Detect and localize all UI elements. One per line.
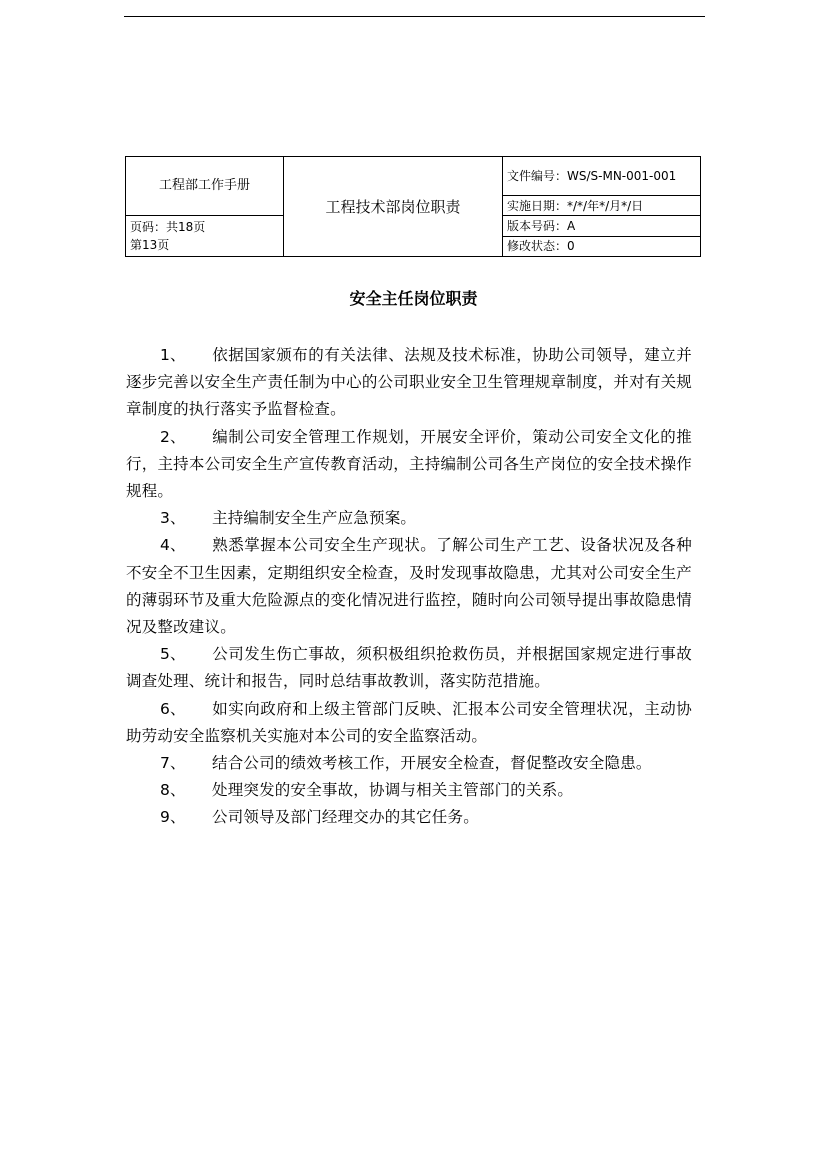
duty-number: 2、 — [160, 427, 186, 446]
section-title-cell — [284, 157, 503, 257]
duty-item-3 — [126, 505, 692, 532]
manual-name: 工程部工作手册 — [158, 178, 250, 193]
duty-text: 依据国家颁布的有关法律、法规及技术标准，协助公司领导，建立并逐步完善以安全生产责任制为中心的公司职业安全卫生管理规章制度，并对有关规章制度的执行落实予监督检查。 — [126, 346, 692, 419]
duty-item-6 — [126, 696, 692, 750]
section-title: 工程技术部岗位职责 — [325, 197, 461, 216]
manual-name-cell — [126, 157, 284, 216]
duty-item-5 — [126, 641, 692, 695]
duty-item-1 — [126, 342, 692, 424]
duty-item-4 — [126, 532, 692, 641]
duty-text: 主持编制安全生产应急预案。 — [212, 509, 417, 528]
page-info-total: 页码：共18页 — [130, 220, 206, 234]
effective-date-cell — [503, 196, 701, 216]
duty-item-9 — [126, 804, 692, 831]
duty-text: 处理突发的安全事故，协调与相关主管部门的关系。 — [212, 781, 574, 800]
duty-number: 4、 — [160, 536, 186, 555]
page-info-current: 第13页 — [130, 238, 170, 252]
effective-date: 实施日期：*/*/年*/月*/日 — [507, 198, 644, 213]
duty-item-8 — [126, 777, 692, 804]
duty-text: 公司发生伤亡事故，须积极组织抢救伤员，并根据国家规定进行事故调查处理、统计和报告，同时总结事故教训，落实防范措施。 — [126, 645, 692, 691]
version-cell — [503, 216, 701, 237]
duty-text: 如实向政府和上级主管部门反映、汇报本公司安全管理状况，主动协助劳动安全监察机关实施对本公司的安全监察活动。 — [126, 699, 692, 745]
duty-item-7 — [126, 750, 692, 777]
duty-number: 3、 — [160, 509, 186, 528]
duty-text: 编制公司安全管理工作规划，开展安全评价，策动公司安全文化的推行，主持本公司安全生产宣传教育活动，主持编制公司各生产岗位的安全技术操作规程。 — [126, 427, 692, 501]
duties-list — [126, 342, 692, 832]
duty-number: 7、 — [160, 754, 186, 773]
duty-number: 5、 — [160, 645, 186, 664]
duty-text: 熟悉掌握本公司安全生产现状。了解公司生产工艺、设备状况及各种不安全不卫生因素，定期组织安全检查，及时发现事故隐患，尤其对公司安全生产的薄弱环节及重大危险源点的变化情况进行监控，随时向公司领导提出事故隐患情况及整改建议。 — [126, 536, 692, 637]
duty-text: 结合公司的绩效考核工作，开展安全检查，督促整改安全隐患。 — [212, 754, 652, 773]
duty-number: 1、 — [160, 346, 186, 364]
duty-text: 公司领导及部门经理交办的其它任务。 — [212, 808, 479, 827]
revision-status-cell — [503, 236, 701, 257]
doc-number: 文件编号：WS/S-MN-001-001 — [507, 169, 677, 183]
duty-number: 8、 — [160, 781, 186, 800]
top-rule — [124, 16, 705, 17]
revision-status: 修改状态：0 — [507, 239, 575, 254]
document-title: 安全主任岗位职责 — [349, 289, 478, 308]
doc-number-cell — [503, 157, 701, 196]
page-info-cell — [126, 216, 284, 257]
duty-number: 6、 — [160, 699, 186, 718]
document-header-table — [125, 156, 701, 257]
duty-item-2 — [126, 424, 692, 506]
duty-number: 9、 — [160, 808, 186, 827]
version: 版本号码：A — [507, 218, 576, 233]
